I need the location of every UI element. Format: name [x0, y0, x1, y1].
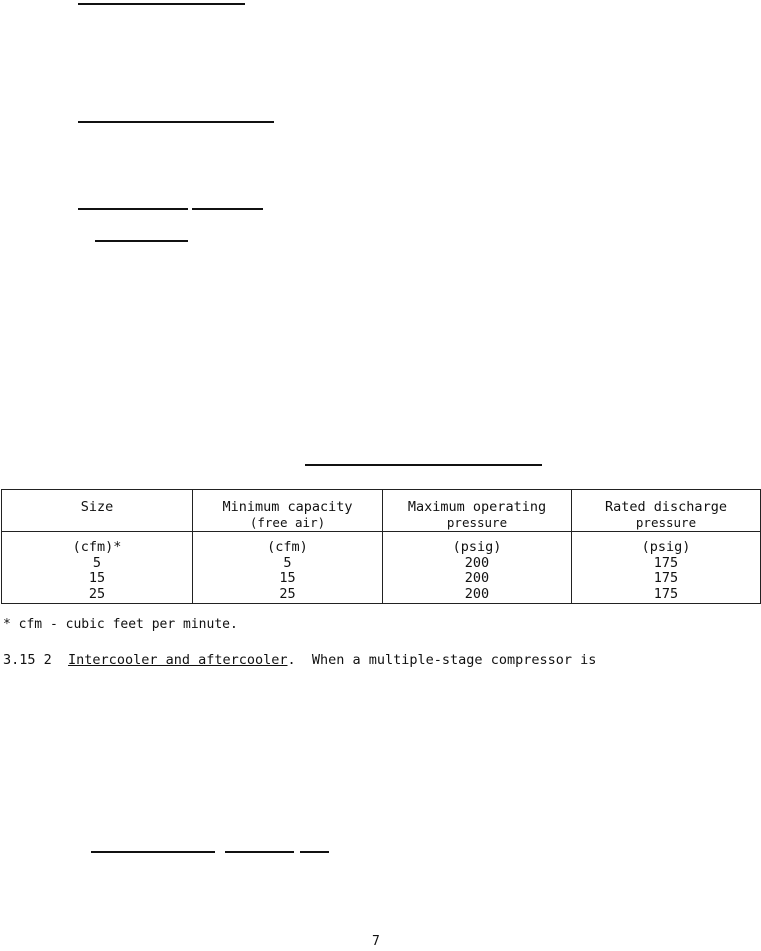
- header-size: Size: [2, 490, 193, 532]
- heading-rule: [225, 851, 294, 853]
- table-cell: 25: [193, 587, 383, 604]
- page-number: 7: [372, 934, 380, 949]
- heading-rule: [95, 240, 188, 242]
- table-header-row: [2, 490, 761, 532]
- table-cell: 200: [383, 587, 572, 604]
- table-row: [2, 556, 761, 572]
- table-cell: (cfm)*: [2, 532, 193, 556]
- table-cell: 175: [572, 587, 761, 604]
- table-cell: 5: [193, 556, 383, 572]
- table-cell: 5: [2, 556, 193, 572]
- heading-rule: [91, 851, 215, 853]
- header-min-capacity: Minimum capacity (free air): [193, 490, 383, 532]
- heading-rule: [300, 851, 329, 853]
- table-cell: (psig): [383, 532, 572, 556]
- table-cell: 15: [2, 571, 193, 587]
- table-cell: (cfm): [193, 532, 383, 556]
- header-max-pressure: Maximum operating pressure: [383, 490, 572, 532]
- table-row: [2, 587, 761, 604]
- heading-rule: [78, 3, 245, 5]
- table-cell: (psig): [572, 532, 761, 556]
- table-row-units: [2, 532, 761, 556]
- header-rated-pressure: Rated discharge pressure: [572, 490, 761, 532]
- paragraph-3-15-2: [3, 652, 596, 668]
- table-cell: 25: [2, 587, 193, 604]
- heading-rule: [78, 121, 274, 123]
- table-cell: 175: [572, 556, 761, 572]
- paragraph-number: 3.15 2: [3, 652, 52, 668]
- compressor-spec-table: [1, 489, 761, 604]
- heading-rule: [192, 208, 263, 210]
- table-row: [2, 571, 761, 587]
- table-footnote: * cfm - cubic feet per minute.: [3, 617, 238, 632]
- table-title-rule: [305, 464, 542, 466]
- table-cell: 200: [383, 556, 572, 572]
- table-cell: 175: [572, 571, 761, 587]
- heading-rule: [78, 208, 188, 210]
- paragraph-title: Intercooler and aftercooler: [68, 652, 288, 668]
- table-cell: 200: [383, 571, 572, 587]
- paragraph-text: . When a multiple-stage compressor is: [287, 652, 597, 668]
- table-cell: 15: [193, 571, 383, 587]
